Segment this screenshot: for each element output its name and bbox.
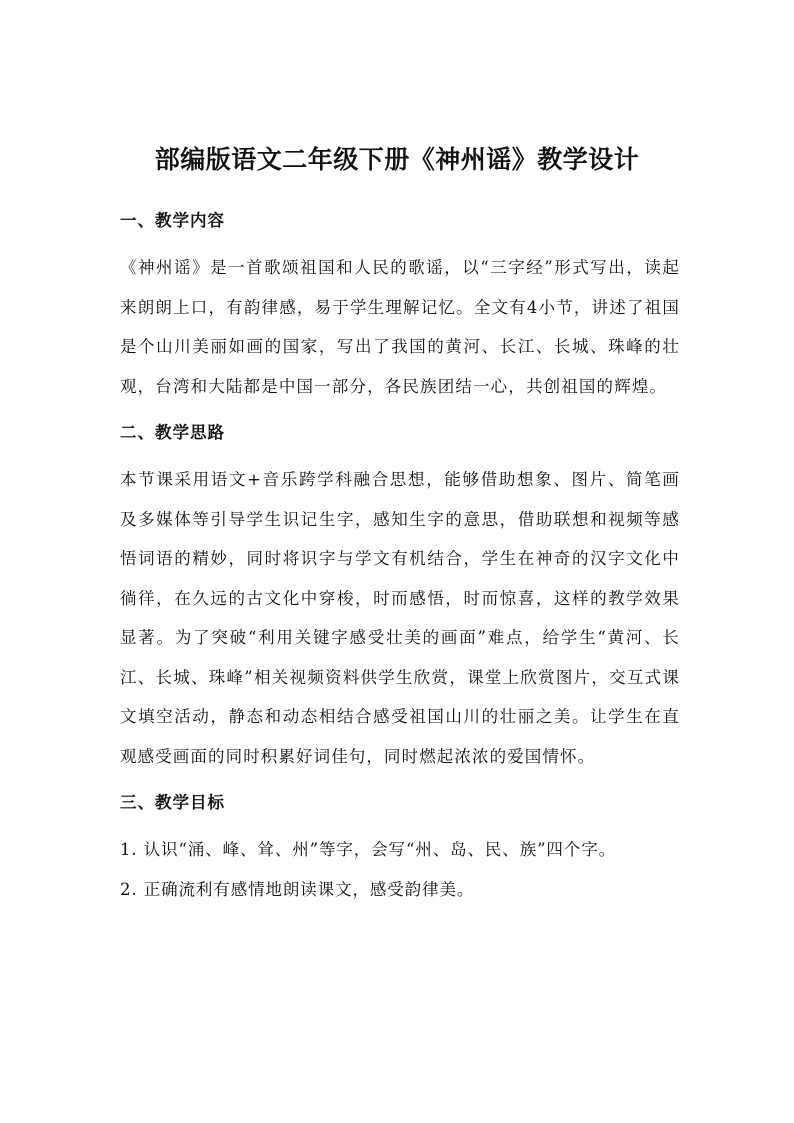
document-body	[120, 206, 680, 909]
section-teaching-goals	[120, 788, 680, 909]
section-heading: 三、教学目标	[120, 793, 225, 812]
section-heading: 二、教学思路	[120, 423, 225, 442]
list-item: 2. 正确流利有感情地朗读课文，感受韵律美。	[120, 879, 475, 899]
document-title: 部编版语文二年级下册《神州谣》教学设计	[154, 145, 640, 174]
section-teaching-approach	[120, 418, 680, 776]
section-teaching-content	[120, 206, 680, 406]
section-heading: 一、教学内容	[120, 211, 225, 230]
paragraph: 本节课采用语文+音乐跨学科融合思想，能够借助想象、图片、简笔画及多媒体等引导学生识记生字，感知生字的意思，借助联想和视频等感悟词语的精妙，同时将识字与学文有机结合，学生在神奇的汉字文化中徜徉，在久远的古文化中穿梭，时而感悟，时而惊喜，这样的教学效果显著。为了突破“利用关键字感受壮美的画面”难点，给学生“黄河、长江、长城、珠峰”相关视频资料供学生欣赏，课堂上欣赏图片，交互式课文填空活动，静态和动态相结合感受祖国山川的壮丽之美。让学生在直观感受画面的同时积累好词佳句，同时燃起浓浓的爱国情怀。	[120, 470, 680, 766]
list-item: 1. 认识“涌、峰、耸、州”等字，会写“州、岛、民、族”四个字。	[120, 840, 617, 859]
paragraph: 《神州谣》是一首歌颂祖国和人民的歌谣，以“三字经”形式写出，读起来朗朗上口，有韵律感，易于学生理解记忆。全文有4小节，讲述了祖国是个山川美丽如画的国家，写出了我国的黄河、长江、长城、珠峰的壮观，台湾和大陆都是中国一部分，各民族团结一心，共创祖国的辉煌。	[120, 258, 680, 396]
